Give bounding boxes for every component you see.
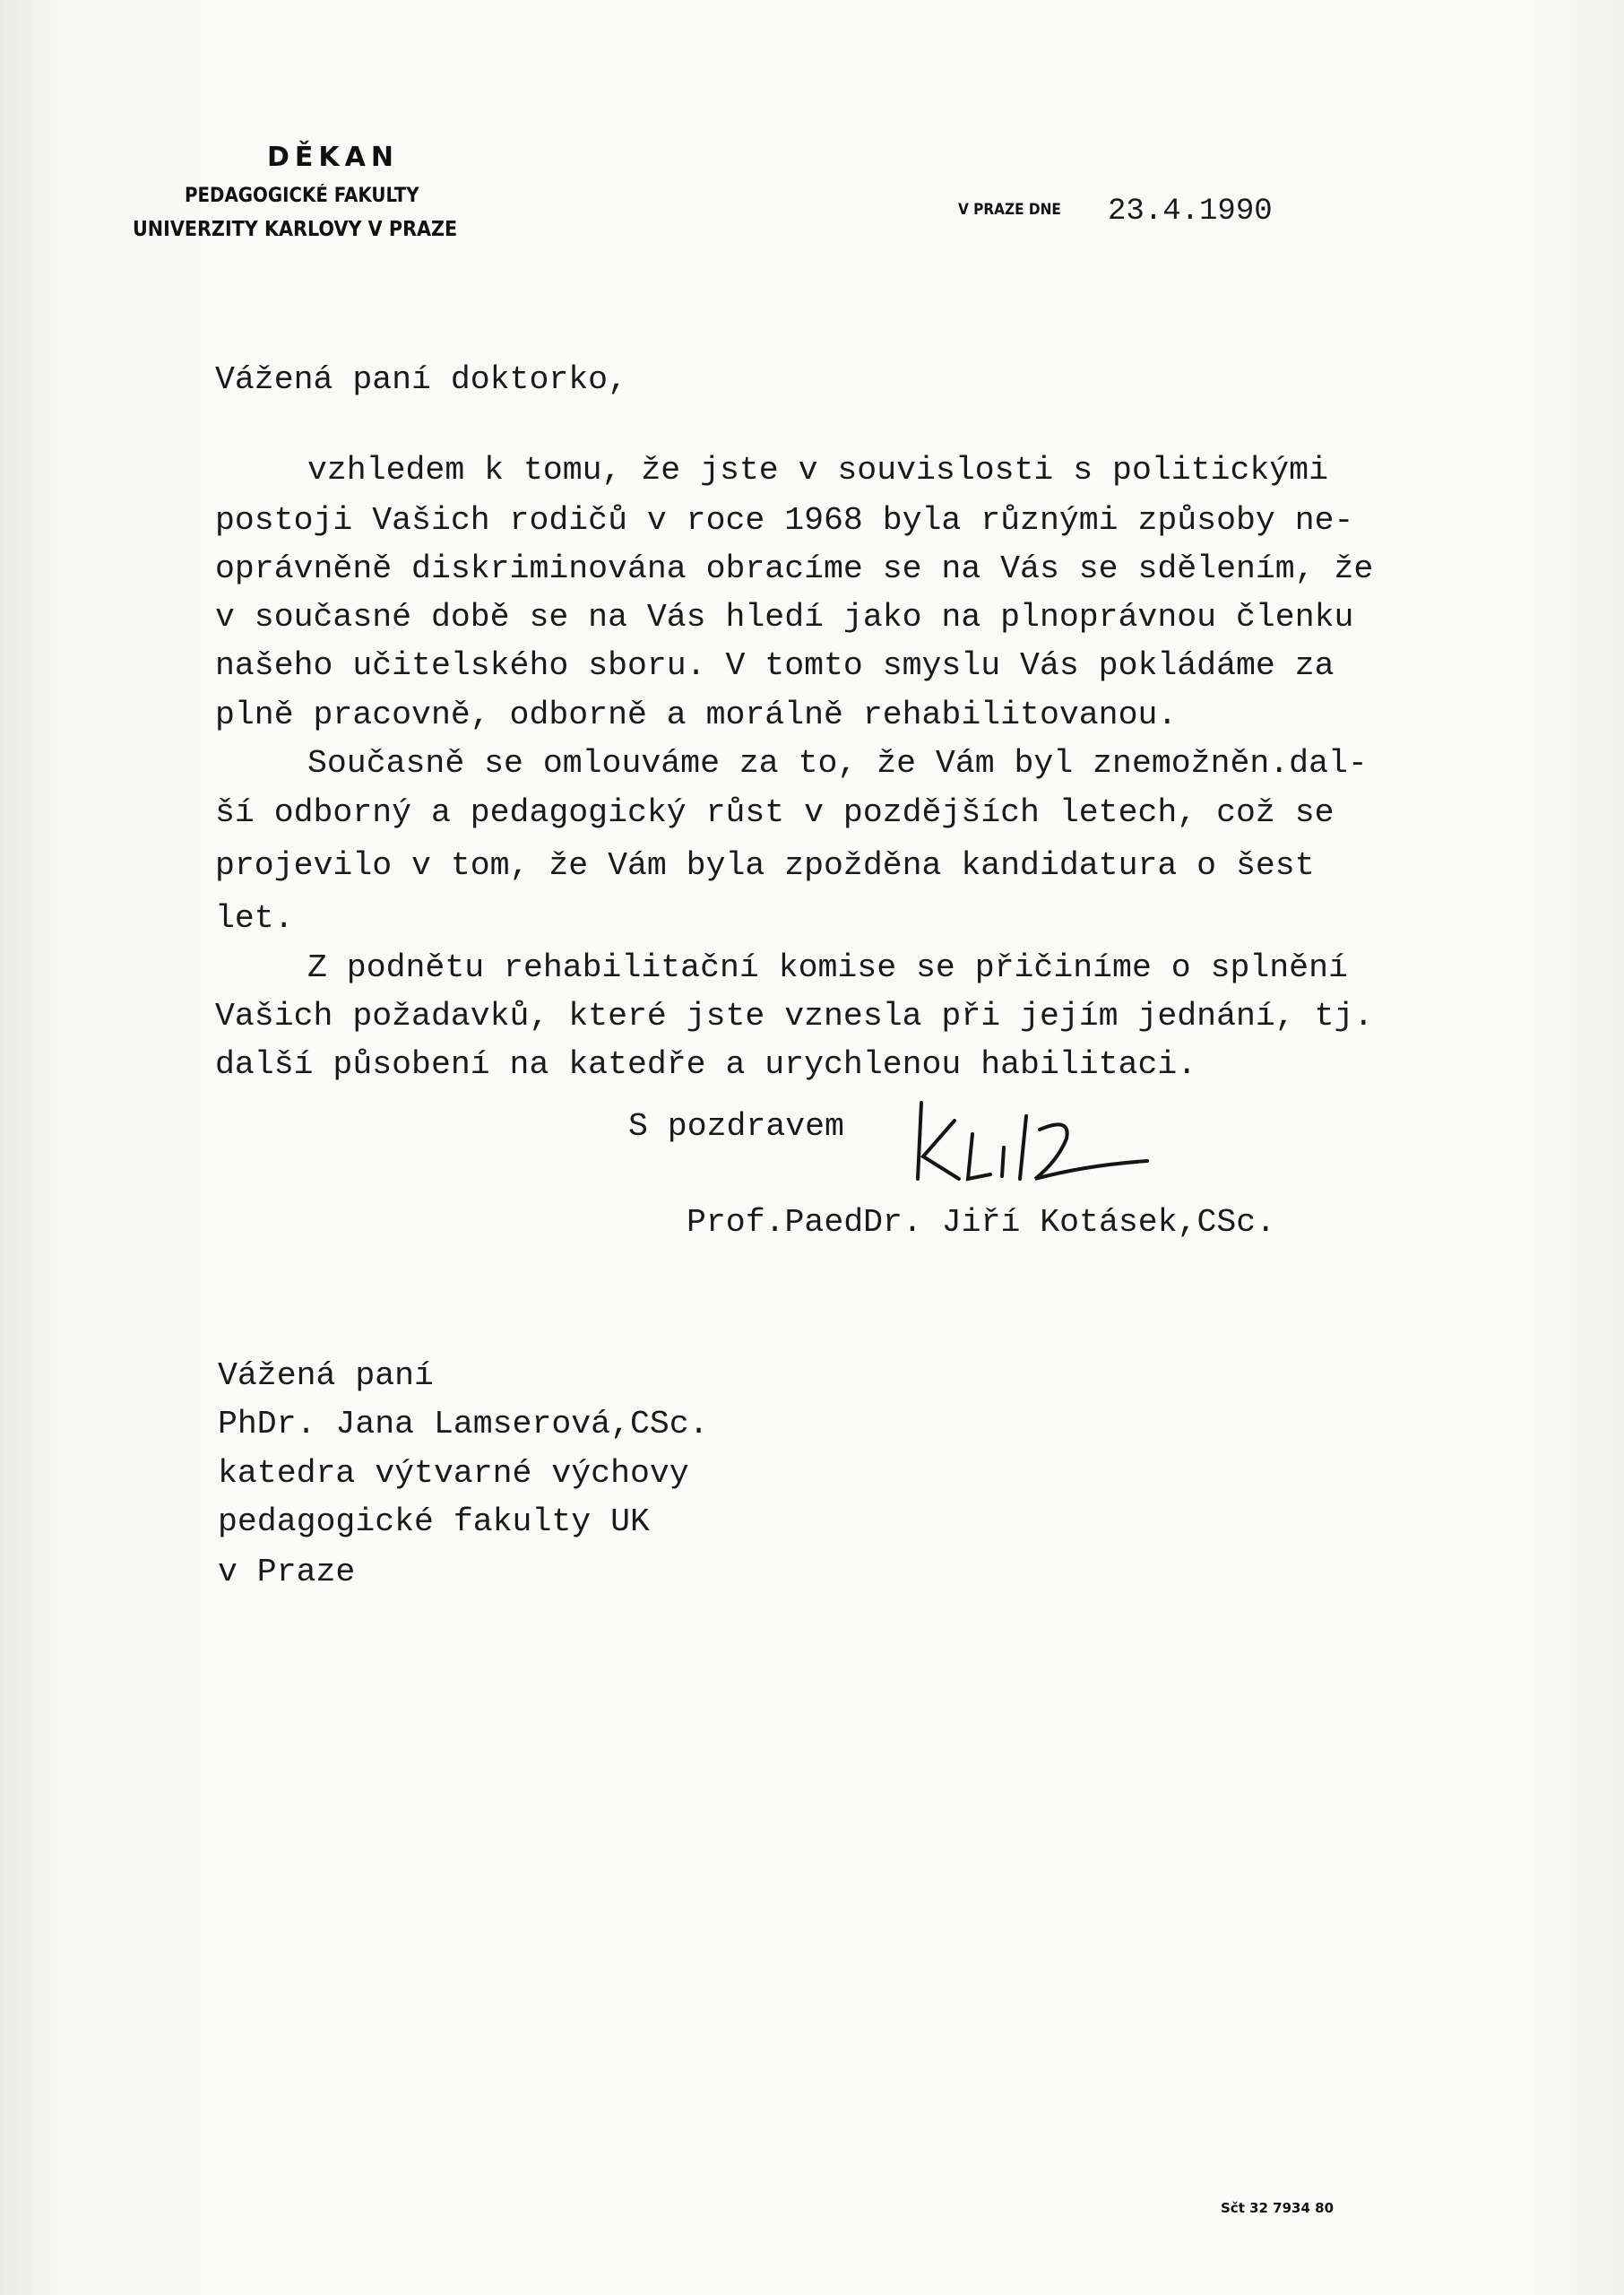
body-line: Vašich požadavků, které jste vznesla při jejím jednání, tj. <box>215 998 1374 1035</box>
body-line: ší odborný a pedagogický růst v pozdějších letech, což se <box>215 794 1335 831</box>
body-line: našeho učitelského sboru. V tomto smyslu Vás pokládáme za <box>215 647 1335 684</box>
form-code: Sčt 32 7934 80 <box>1221 2200 1335 2216</box>
body-line: Z podnětu rehabilitační komise se přičiníme o splnění <box>307 949 1348 986</box>
address-line: v Praze <box>218 1554 356 1590</box>
address-line: katedra výtvarné výchovy <box>218 1455 689 1492</box>
date-label: V PRAZE DNE <box>958 201 1061 219</box>
letterhead-title: DĚKAN <box>267 142 399 173</box>
salutation: Vážená paní doktorko, <box>215 361 627 398</box>
signatory-name: Prof.PaedDr. Jiří Kotásek,CSc. <box>687 1204 1276 1241</box>
signature-image <box>905 1094 1165 1192</box>
letterhead-faculty: PEDAGOGICKÉ FAKULTY <box>185 185 419 207</box>
body-line: oprávněně diskriminována obracíme se na Vás se sdělením, že <box>215 550 1374 587</box>
letterhead-university: UNIVERZITY KARLOVY V PRAZE <box>133 218 458 241</box>
body-line: postoji Vašich rodičů v roce 1968 byla různými způsoby ne- <box>215 502 1354 539</box>
address-line: pedagogické fakulty UK <box>218 1503 650 1540</box>
body-line: let. <box>215 900 294 937</box>
body-line: projevilo v tom, že Vám byla zpožděna kandidatura o šest <box>215 847 1315 884</box>
address-line: PhDr. Jana Lamserová,CSc. <box>218 1406 709 1442</box>
address-line: Vážená paní <box>218 1357 434 1394</box>
body-line: vzhledem k tomu, že jste v souvislosti s politickými <box>307 452 1328 489</box>
body-line: další působení na katedře a urychlenou habilitaci. <box>215 1046 1197 1083</box>
body-line: v současné době se na Vás hledí jako na plnoprávnou členku <box>215 599 1354 636</box>
closing: S pozdravem <box>628 1108 844 1145</box>
body-line: Současně se omlouváme za to, že Vám byl znemožněn.dal- <box>307 745 1368 782</box>
body-line: plně pracovně, odborně a morálně rehabilitovanou. <box>215 697 1178 733</box>
date-value: 23.4.1990 <box>1108 195 1273 229</box>
